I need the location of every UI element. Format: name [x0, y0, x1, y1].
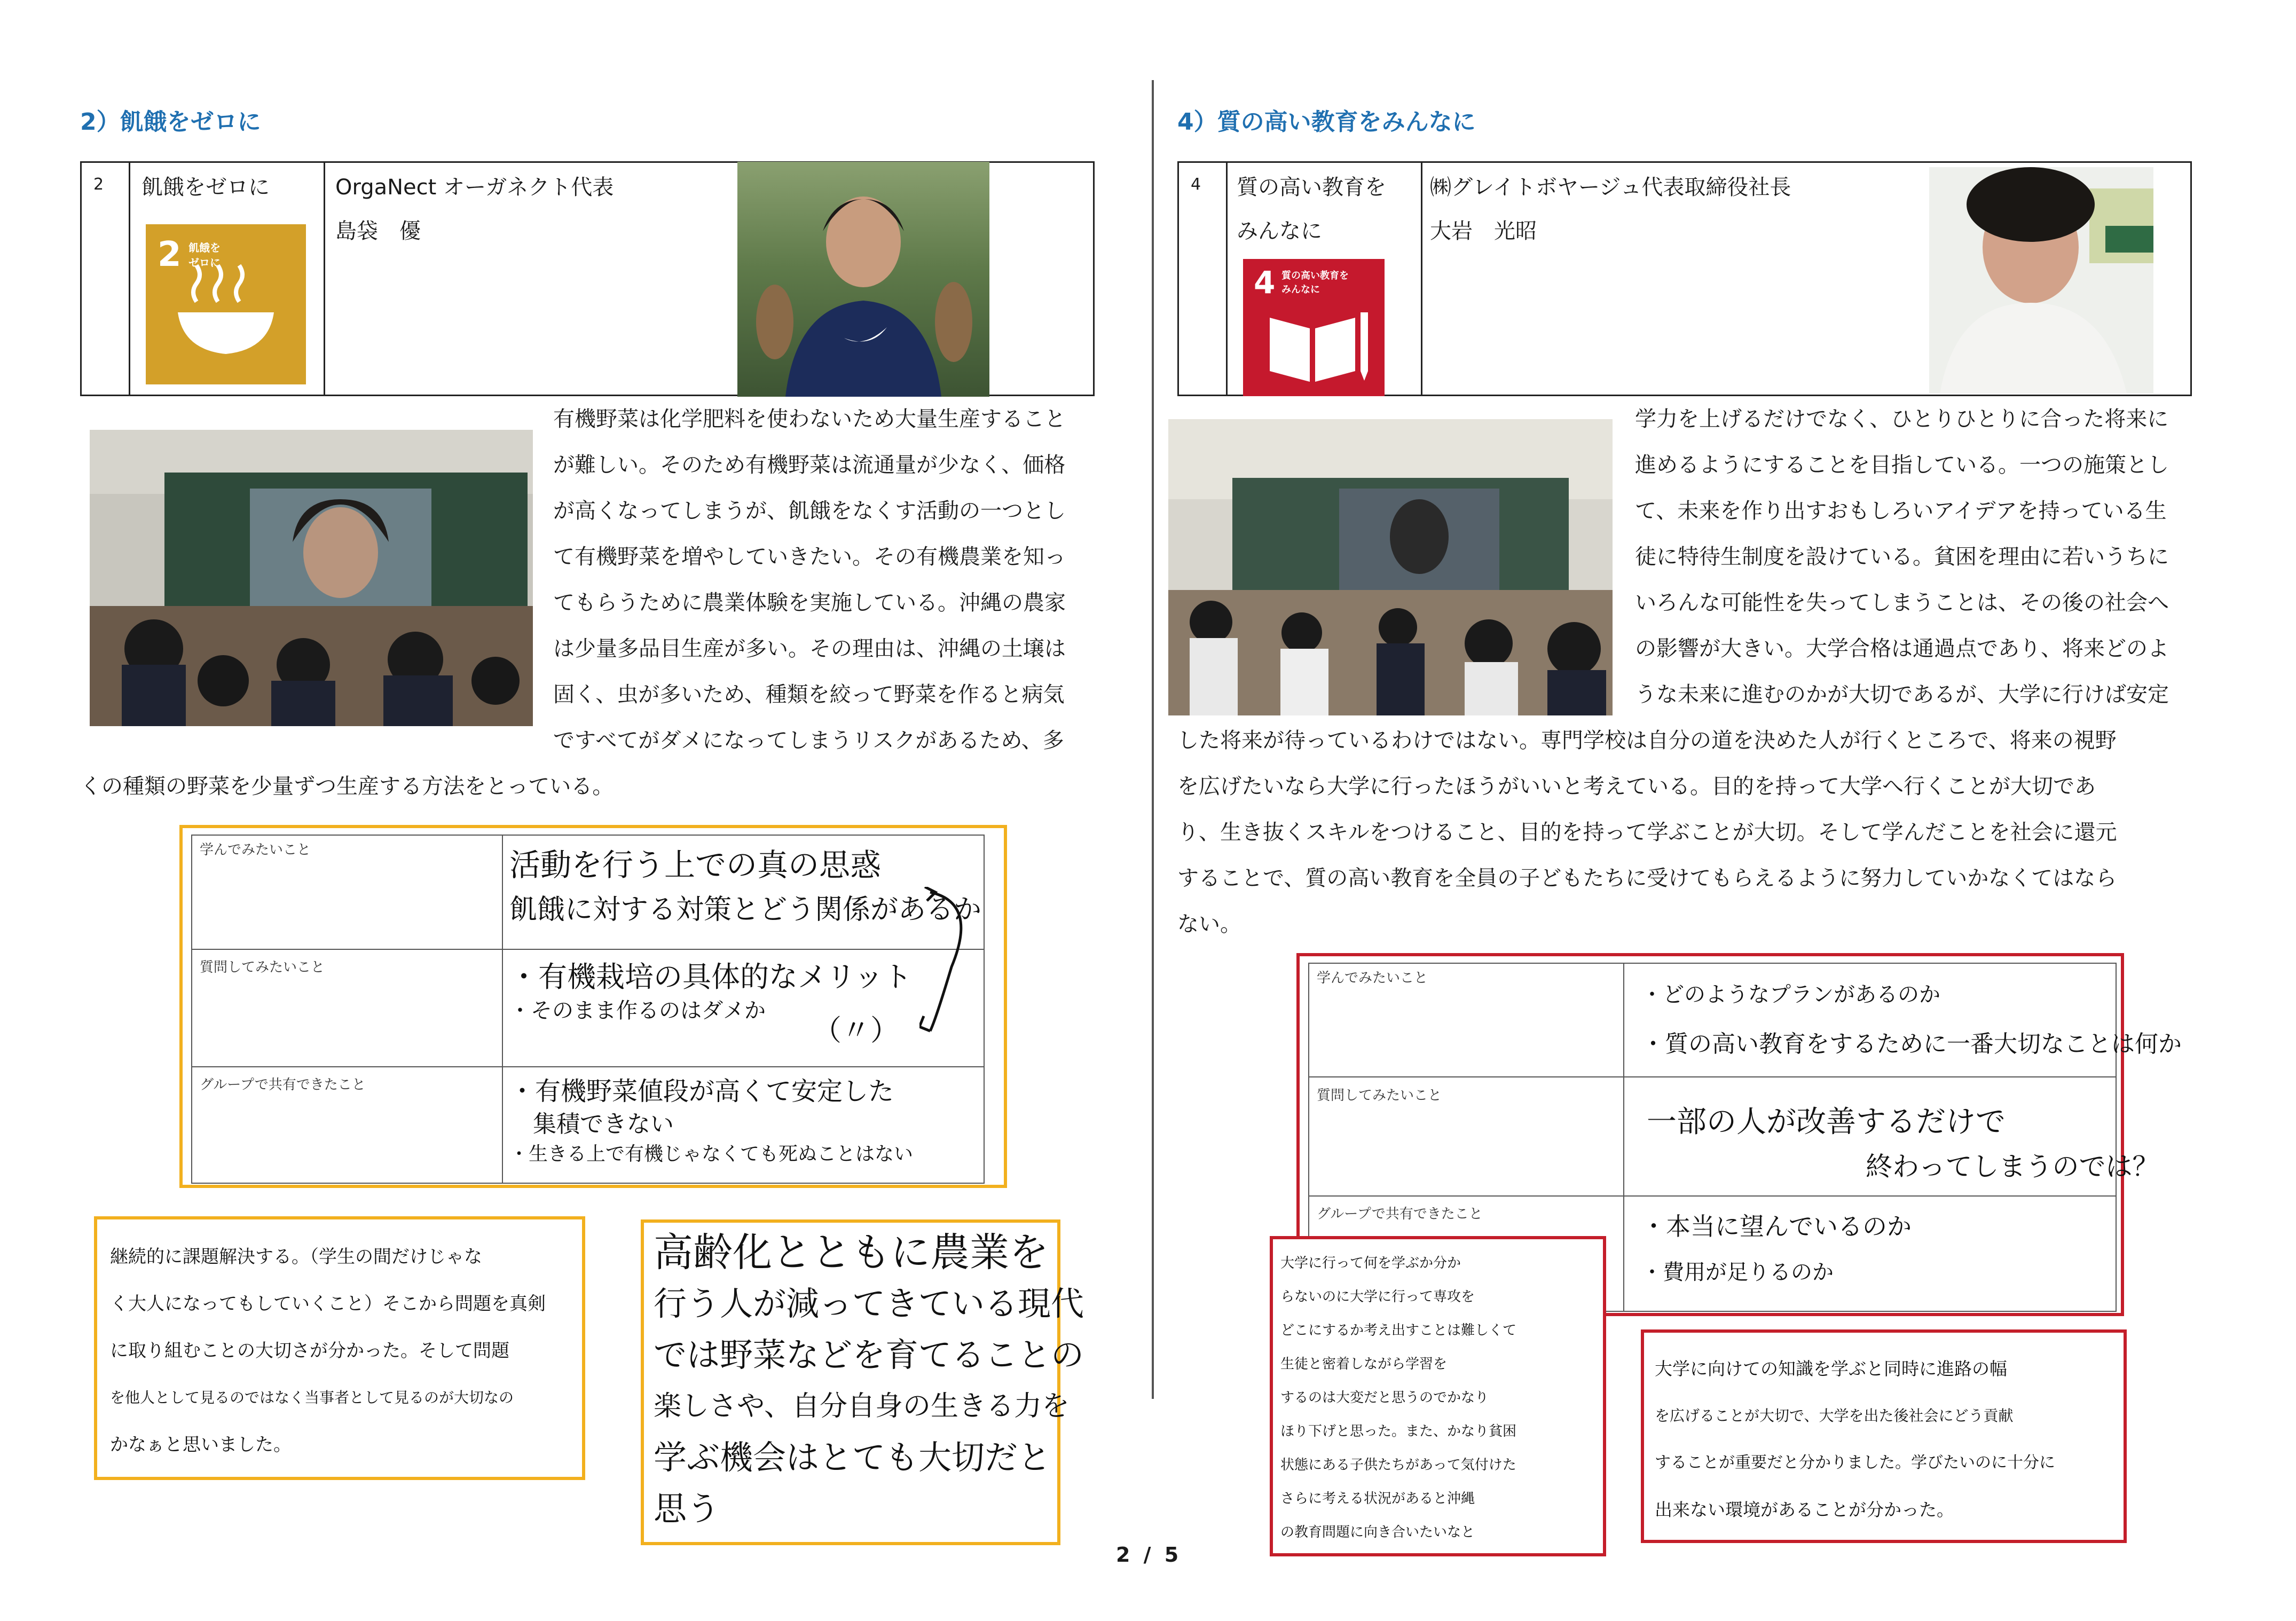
table-person: 島袋 優: [335, 219, 421, 243]
share-line-2: 集積できない: [509, 1111, 674, 1138]
right-section-heading: 4）質の高い教育をみんなに: [1177, 108, 1476, 136]
left-body-text-b: くの種類の野菜を少量ずつ生産する方法をとっている。: [80, 774, 614, 799]
learn-line-2: ・質の高い教育をするために一番大切なことは何か: [1641, 1030, 2182, 1058]
label-learn: 学んでみたいこと: [200, 842, 311, 858]
table-goal-line-2: みんなに: [1237, 219, 1322, 243]
right-note-2: 大学に向けての知識を学ぶと同時に進路の幅 を広げることが大切で、大学を出た後社会にどう貢献 することが重要だと分かりました。学びたいのに十分に 出来ない環境があることが分かった。: [1641, 1329, 2127, 1543]
left-body-text-a: 有機野菜は化学肥料を使わないため大量生産すること が難しい。そのため有機野菜は流通量が少なく、価格 が高くなってしまうが、飢餓をなくす活動の一つとし て有機野菜を増やしていきたい。その有機農業を知っ てもらうために農業体験を実施している。沖縄の農家 は少量多品目生産が多い。その理由は、沖縄の土壌は 固く、虫が多いため、種類を絞って野菜を作ると病気 ですべてがダメになってしまうリスクがあるため、多: [553, 407, 1066, 753]
right-speaker-table: [1177, 161, 2192, 396]
table-divider: [1421, 163, 1422, 395]
table-divider: [129, 163, 130, 395]
label-share: グループで共有できたこと: [200, 1077, 366, 1093]
learn-line-1: 活動を行う上での真の思惑: [509, 847, 882, 883]
left-worksheet: [179, 825, 1007, 1188]
sdg-4-icon: 4 質の高い教育を みんなに: [1243, 259, 1385, 396]
share-line-2: ・費用が足りるのか: [1641, 1260, 1834, 1285]
sdg-2-icon: 2 飢餓を ゼロに: [146, 224, 306, 384]
ask-line-2: ・そのまま作るのはダメか: [509, 998, 766, 1023]
speaker-photo: [737, 162, 989, 397]
left-note-2: 高齢化とともに農業を 行う人が減ってきている現代 では野菜などを育てることの 楽しさや、自分自身の生きる力を 学ぶ機会はとても大切だと 思う: [641, 1219, 1060, 1545]
learn-line-2: 飢餓に対する対策とどう関係があるか: [509, 894, 982, 926]
left-section-heading: 2）飢餓をゼロに: [80, 108, 261, 136]
label-ask: 質問してみたいこと: [1317, 1088, 1442, 1104]
speaker-photo: [1929, 167, 2153, 394]
table-divider: [1226, 163, 1228, 395]
page-number: 2 / 5: [1116, 1543, 1182, 1567]
arrow-annotation: [919, 887, 1005, 1047]
share-line-3: ・生きる上で有機じゃなくても死ぬことはない: [509, 1143, 914, 1165]
right-body-text-a: 学力を上げるだけでなく、ひとりひとりに合った将来に 進めるようにすることを目指している。一つの施策とし て、未来を作り出すおもしろいアイデアを持っている生 徒に特待生制度を設けている。貧困を理由に若いうちに いろんな可能性を失ってしまうことは、その後の社会へ の影響が大きい。大学合格は通過点であり、将来どのよ うな未来に進むのかが大切であるが、大学に行けば安定: [1635, 407, 2169, 707]
share-line-1: ・有機野菜値段が高くて安定した: [509, 1076, 894, 1106]
label-ask: 質問してみたいこと: [200, 959, 325, 975]
classroom-photo-right: [1168, 419, 1613, 715]
ask-line-1: ・有機栽培の具体的なメリット: [509, 960, 912, 994]
left-speaker-table: [80, 161, 1095, 396]
book-icon: [1243, 259, 1385, 396]
share-line-1: ・本当に望んでいるのか: [1641, 1212, 1912, 1241]
table-person: 大岩 光昭: [1430, 219, 1537, 243]
table-organization: ㈱グレイトボヤージュ代表取締役社長: [1430, 175, 1791, 200]
left-note-1: 継続的に課題解決する。（学生の間だけじゃな く大人になってもしていくこと）そこから問題を真剣 に取り組むことの大切さが分かった。そして問題 を他人として見るのではなく当事者として見るのが大切なの かなぁと思いました。: [94, 1216, 585, 1480]
ask-line-2: 終わってしまうのでは？: [1866, 1151, 2159, 1182]
table-goal-line-1: 質の高い教育を: [1237, 175, 1386, 200]
learn-line-1: ・どのようなプランがあるのか: [1641, 982, 1940, 1007]
right-note-1: 大学に行って何を学ぶか分か らないのに大学に行って専攻を どこにするか考え出すことは難しくて 生徒と密着しながら学習を するのは大変だと思うのでかなり ほり下げと思った。また、かなり貧困 状態にある子供たちがあって気付けた さらに考える状況があると沖縄 の教育問題に向き合いたいなと: [1270, 1236, 1606, 1556]
label-share: グループで共有できたこと: [1317, 1206, 1483, 1222]
ask-line-3: （〃）: [813, 1013, 899, 1047]
table-divider: [324, 163, 325, 395]
table-goal: 飢餓をゼロに: [141, 175, 270, 200]
table-organization: OrgaNect オーガネクト代表: [335, 175, 614, 200]
column-divider: [1152, 80, 1154, 1399]
ask-line-1: 一部の人が改善するだけで: [1647, 1105, 2006, 1139]
classroom-photo-left: [90, 430, 533, 726]
label-learn: 学んでみたいこと: [1317, 970, 1428, 986]
bowl-icon: [146, 224, 306, 384]
right-body-text-b: した将来が待っているわけではない。専門学校は自分の道を決めた人が行くところで、将来の視野 を広げたいなら大学に行ったほうがいいと考えている。目的を持って大学へ行くことが大切であ り、生き抜くスキルをつけること、目的を持って学ぶことが大切。そして学んだことを社会に還元 することで、質の高い教育を全員の子どもたちに受けてもらえるように努力していかなくてはなら ない。: [1177, 728, 2117, 937]
table-number: 4: [1191, 175, 1201, 194]
table-number: 2: [93, 175, 104, 194]
